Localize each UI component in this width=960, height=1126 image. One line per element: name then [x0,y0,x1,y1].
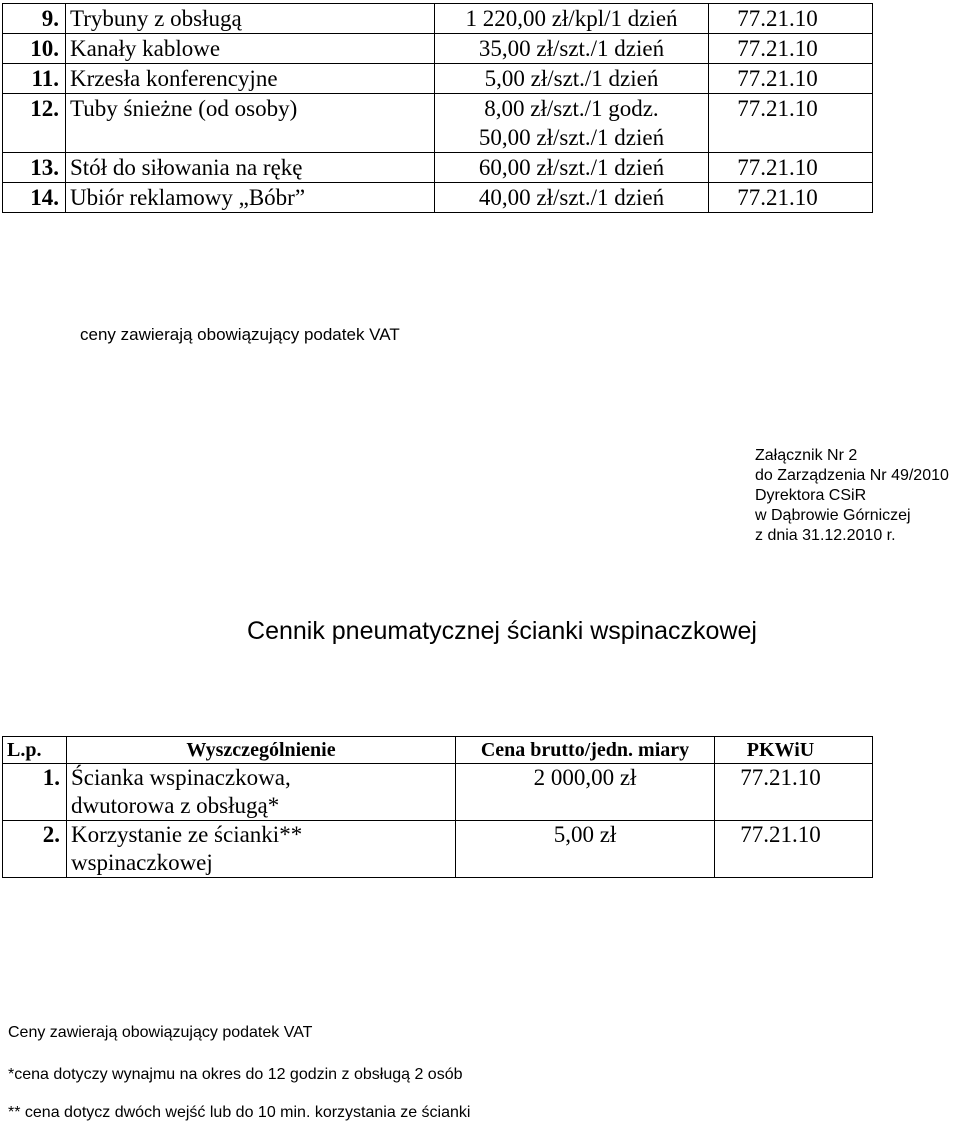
item-code: 77.21.10 [709,94,873,153]
annex-order: do Zarządzenia Nr 49/2010 [755,467,949,484]
annex-date: z dnia 31.12.2010 r. [755,527,896,544]
table-row [3,764,873,821]
annex-number: Załącznik Nr 2 [755,447,858,464]
header-description: Wyszczególnienie [67,737,456,764]
description-line: Korzystanie ze ścianki** [71,822,303,847]
item-code: 77.21.10 [709,34,873,64]
description-line: dwutorowa z obsługą* [71,793,280,818]
item-name: Ubiór reklamowy „Bóbr” [66,183,435,213]
table-row [3,4,873,34]
item-price [435,94,709,153]
row-number: 12. [3,94,66,153]
item-price: 60,00 zł/szt./1 dzień [435,153,709,183]
table-row [3,34,873,64]
item-price: 5,00 zł [456,821,715,878]
table-row [3,94,873,153]
header-lp: L.p. [3,737,67,764]
item-price: 2 000,00 zł [456,764,715,821]
rental-price-table [2,3,873,213]
table-row [3,183,873,213]
annex-city: w Dąbrowie Górniczej [755,507,911,524]
footer-note-1: *cena dotyczy wynajmu na okres do 12 godzin z obsługą 2 osób [8,1066,463,1083]
page-title: Cennik pneumatycznej ścianki wspinaczkowej [247,617,757,645]
item-description [67,821,456,878]
item-name: Trybuny z obsługą [66,4,435,34]
header-price: Cena brutto/jedn. miary [456,737,715,764]
annex-header [755,446,949,546]
table-row [3,64,873,94]
footer-vat-note: Ceny zawierają obowiązujący podatek VAT [8,1024,313,1041]
row-number: 9. [3,4,66,34]
price-hourly: 8,00 zł/szt./1 godz. [484,96,659,121]
footer-note-2: ** cena dotycz dwóch wejść lub do 10 min. korzystania ze ścianki [8,1104,471,1121]
row-number: 14. [3,183,66,213]
item-description [67,764,456,821]
table-row [3,153,873,183]
item-code: 77.21.10 [709,153,873,183]
item-name: Tuby śnieżne (od osoby) [66,94,435,153]
climbing-wall-price-table [2,736,873,878]
item-code: 77.21.10 [709,183,873,213]
item-price: 1 220,00 zł/kpl/1 dzień [435,4,709,34]
row-number: 11. [3,64,66,94]
item-name: Krzesła konferencyjne [66,64,435,94]
table-row [3,821,873,878]
row-number: 13. [3,153,66,183]
annex-director: Dyrektora CSiR [755,487,867,504]
item-code: 77.21.10 [709,4,873,34]
vat-note: ceny zawierają obowiązujący podatek VAT [80,325,400,344]
item-price: 5,00 zł/szt./1 dzień [435,64,709,94]
item-code: 77.21.10 [709,64,873,94]
item-price: 40,00 zł/szt./1 dzień [435,183,709,213]
description-line: Ścianka wspinaczkowa, [71,765,291,790]
row-number: 1. [3,764,67,821]
price-daily: 50,00 zł/szt./1 dzień [478,125,665,150]
description-line: wspinaczkowej [71,850,213,875]
item-price: 35,00 zł/szt./1 dzień [435,34,709,64]
item-name: Stół do siłowania na rękę [66,153,435,183]
header-code: PKWiU [715,737,873,764]
item-code: 77.21.10 [715,764,873,821]
item-code: 77.21.10 [715,821,873,878]
table-header [3,737,873,764]
item-name: Kanały kablowe [66,34,435,64]
row-number: 2. [3,821,67,878]
row-number: 10. [3,34,66,64]
